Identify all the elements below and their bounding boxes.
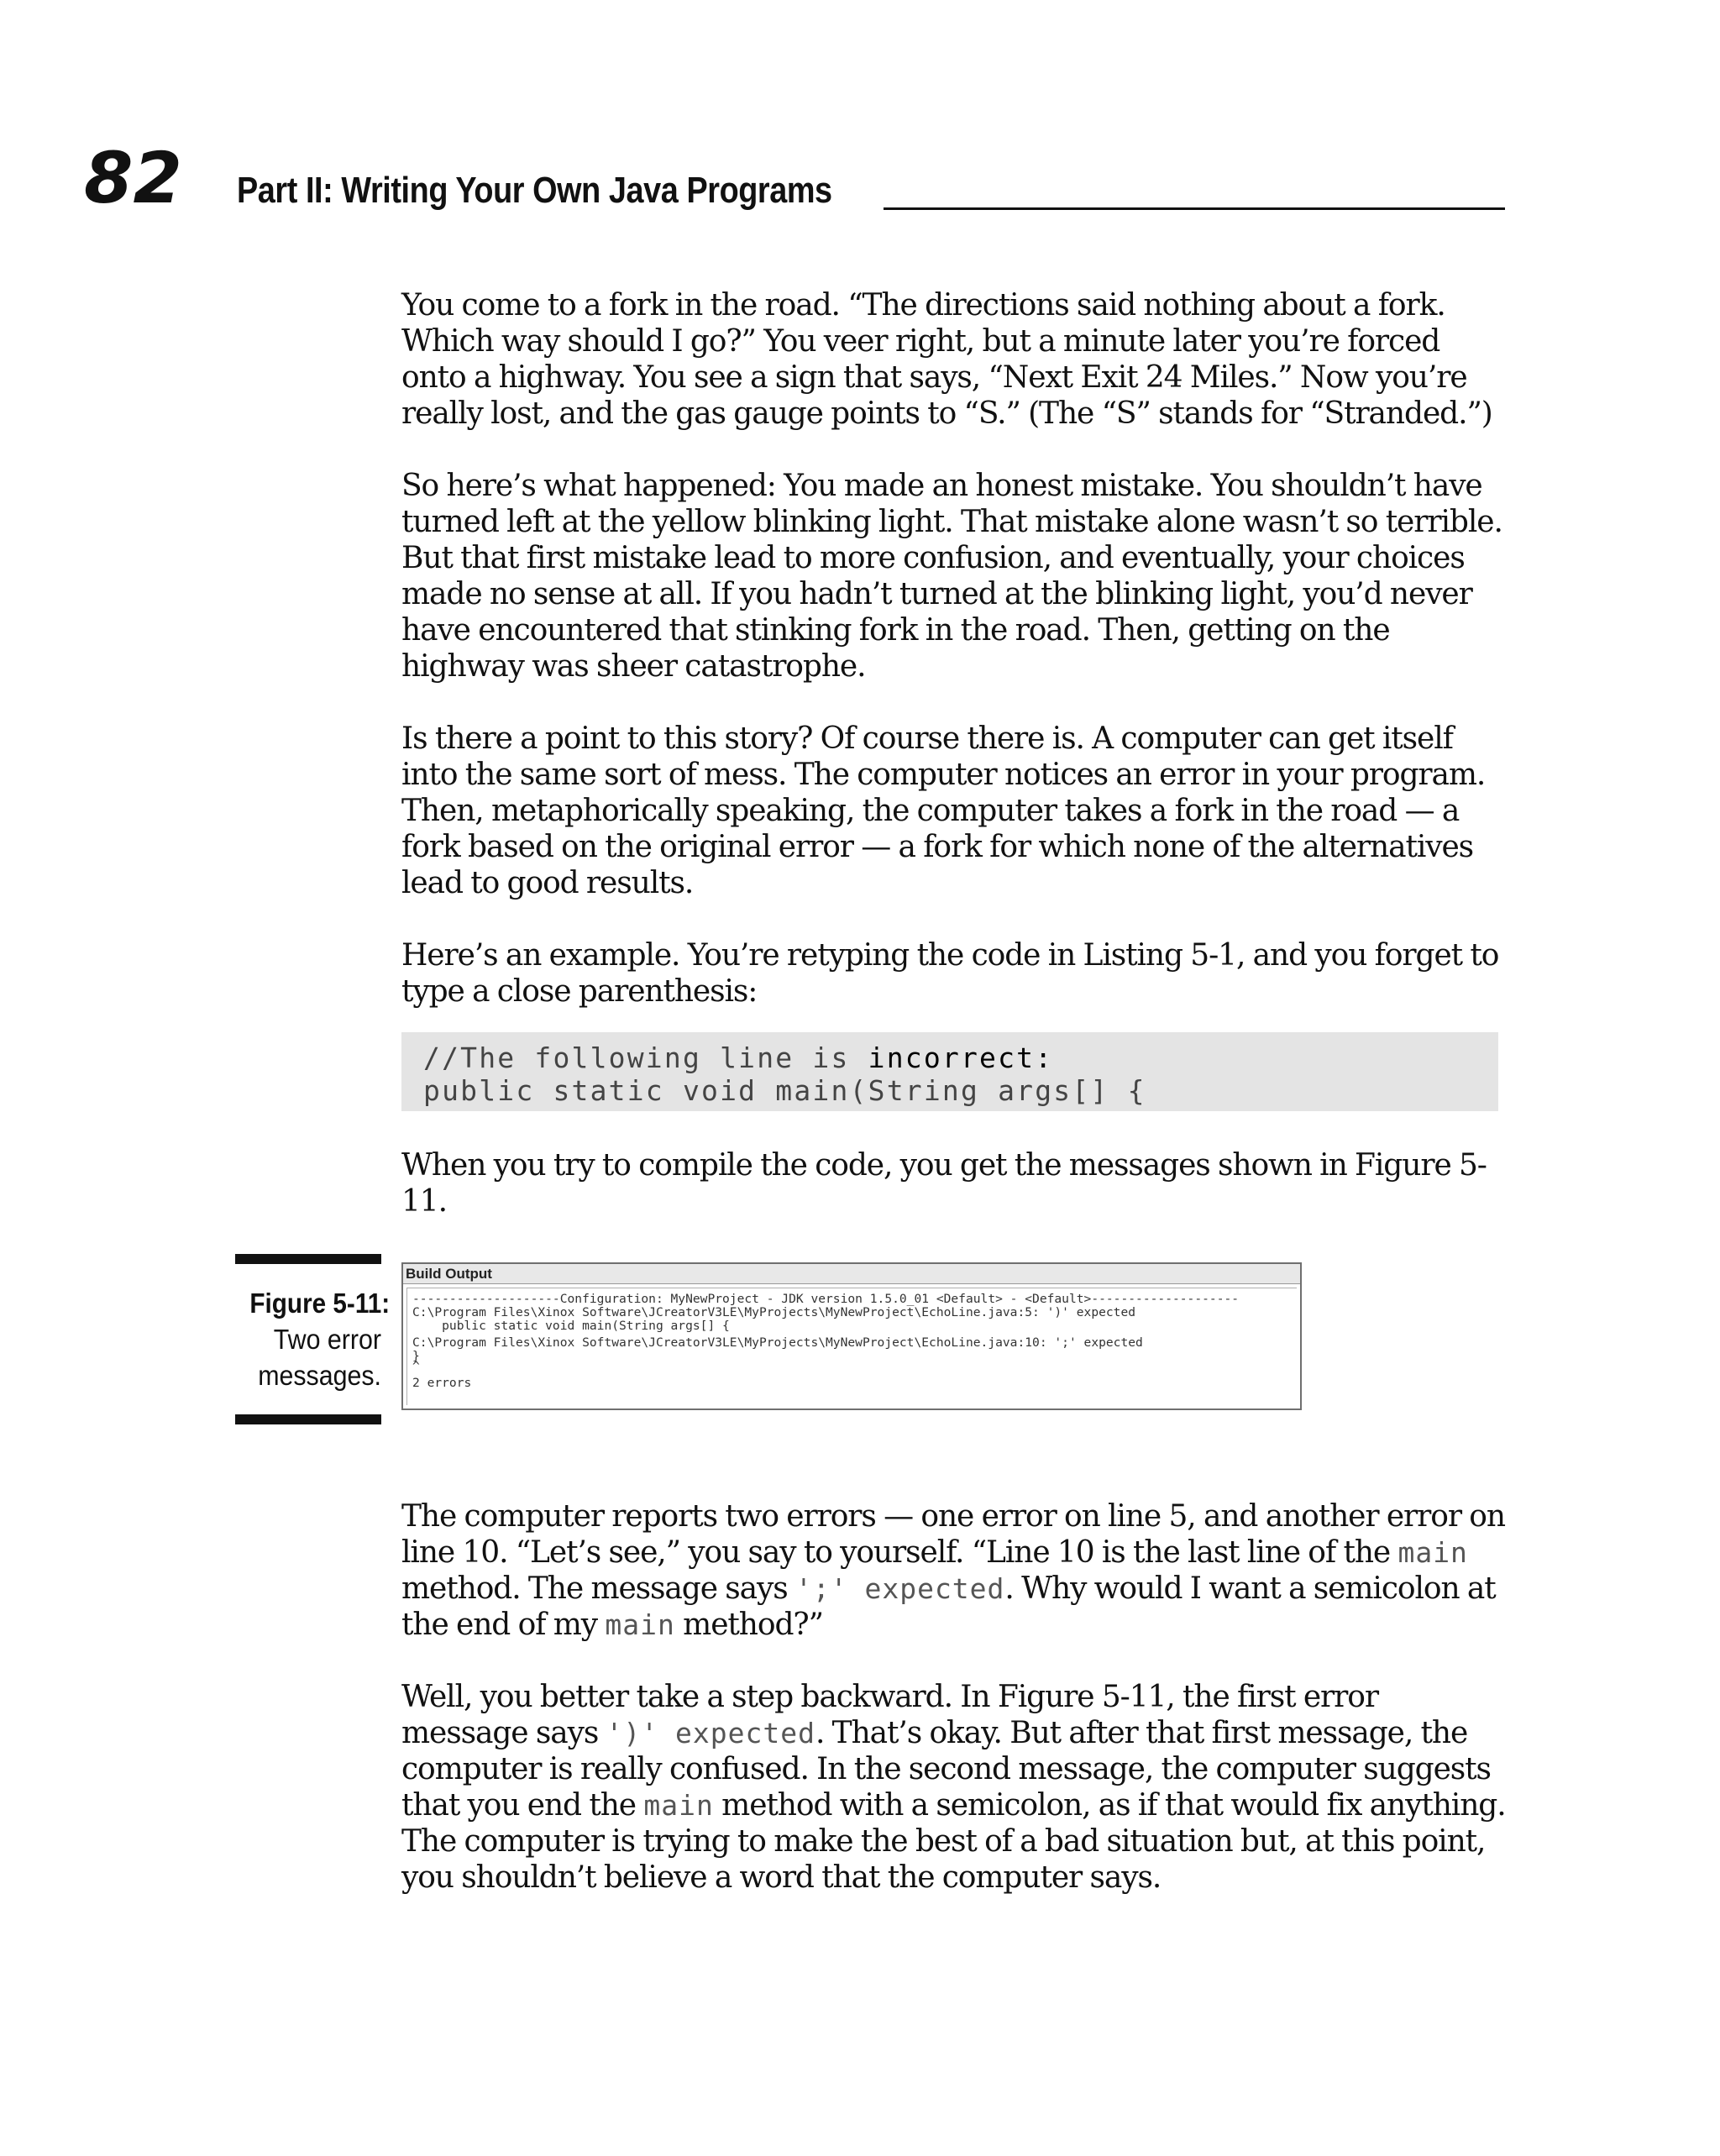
caption-top-bar (235, 1254, 381, 1264)
inline-code-paren-expected: ')' expected (606, 1717, 815, 1749)
paragraph-7-text-1: Well, you better take a step backward. In Figure 5-11, the first error message says (401, 1680, 1378, 1750)
build-output-body (406, 1288, 1297, 1405)
header-rule (884, 207, 1505, 210)
code-listing (401, 1032, 1498, 1111)
paragraph-6-text-2: method. The message says (401, 1571, 795, 1606)
output-error-count: 2 errors (412, 1376, 472, 1390)
figure-caption (235, 1285, 391, 1393)
paragraph-6-text-1: The computer reports two errors — one error on line 5, and another error on line 10. “Let’s see,” you say to yourself. “Line 10 is the last line of the (401, 1499, 1505, 1570)
paragraph-6-text-4: method?” (674, 1608, 823, 1642)
inline-code-main: main (605, 1608, 675, 1641)
inline-code-semicolon-expected: ';' expected (795, 1572, 1005, 1605)
paragraph-7 (401, 1679, 1510, 1896)
paragraph-6-text-3: . Why would I want a semicolon at the end of my (401, 1571, 1496, 1642)
build-output-window (401, 1262, 1302, 1410)
paragraph-5: When you try to compile the code, you get the messages shown in Figure 5-11. (401, 1148, 1487, 1219)
page-number: 82 (84, 137, 182, 219)
inline-code-main: main (643, 1789, 714, 1822)
paragraph-4: Here’s an example. You’re retyping the code in Listing 5-1, and you forget to type a close parenthesis: (401, 938, 1499, 1009)
output-source-line-1: public static void main(String args[] { (412, 1319, 730, 1333)
figure-label: Figure 5-11: (249, 1288, 391, 1319)
output-source-line-2: } (412, 1349, 420, 1363)
code-line-1 (423, 1041, 1054, 1074)
paragraph-3: Is there a point to this story? Of course there is. A computer can get itself into the same sort of mess. The computer notices an error in your program. Then, metaphorically speaking, the computer takes a fork in the road — a fork based on the original error — a fork for which none of the alternatives lead to good results. (401, 721, 1486, 900)
code-line-2: public static void main(String args[] { (423, 1074, 1146, 1107)
paragraph-2: So here’s what happened: You made an honest mistake. You shouldn’t have turned left at the yellow blinking light. That mistake alone wasn’t so terrible. But that first mistake lead to more confusion, and eventually, your choices made no sense at all. If you hadn’t turned at the blinking light, you’d never have encountered that stinking fork in the road. Then, getting on the highway was sheer catastrophe. (401, 469, 1502, 684)
output-config-line: --------------------Configuration: MyNewProject - JDK version 1.5.0_01 <Default> - <Default>-------------------- (412, 1292, 1240, 1306)
running-head: Part II: Writing Your Own Java Programs (237, 170, 832, 211)
paragraph-1: You come to a fork in the road. “The directions said nothing about a fork. Which way should I go?” You veer right, but a minute later you’re forced onto a highway. You see a sign that says, “Next Exit 24 Miles.” Now you’re really lost, and the gas gauge points to “S.” (The “S” stands for “Stranded.”) (401, 288, 1492, 431)
output-caret-line: ^ (412, 1359, 420, 1373)
code-comment: //The following line is (423, 1041, 868, 1074)
paragraph-7-text-3: method with a semicolon, as if that would fix anything. The computer is trying to make the best of a bad situation but, at this point, you shouldn’t believe a word that the computer says. (401, 1788, 1506, 1895)
figure-description: Two error messages. (258, 1324, 381, 1391)
paragraph-7-text-2: . That’s okay. But after that first message, the computer is really confused. In the second message, the computer suggests that you end the (401, 1716, 1491, 1823)
output-error-line-2: C:\Program Files\Xinox Software\JCreatorV3LE\MyProjects\MyNewProject\EchoLine.java:10: ';' expected (412, 1335, 1143, 1350)
inline-code-main: main (1398, 1536, 1468, 1569)
paragraph-6 (401, 1498, 1510, 1643)
code-comment-emphasis: incorrect: (868, 1041, 1054, 1074)
caption-bottom-bar (235, 1414, 381, 1424)
output-error-line-1: C:\Program Files\Xinox Software\JCreatorV3LE\MyProjects\MyNewProject\EchoLine.java:5: ')' expected (412, 1305, 1136, 1319)
build-output-title: Build Output (403, 1264, 1300, 1284)
